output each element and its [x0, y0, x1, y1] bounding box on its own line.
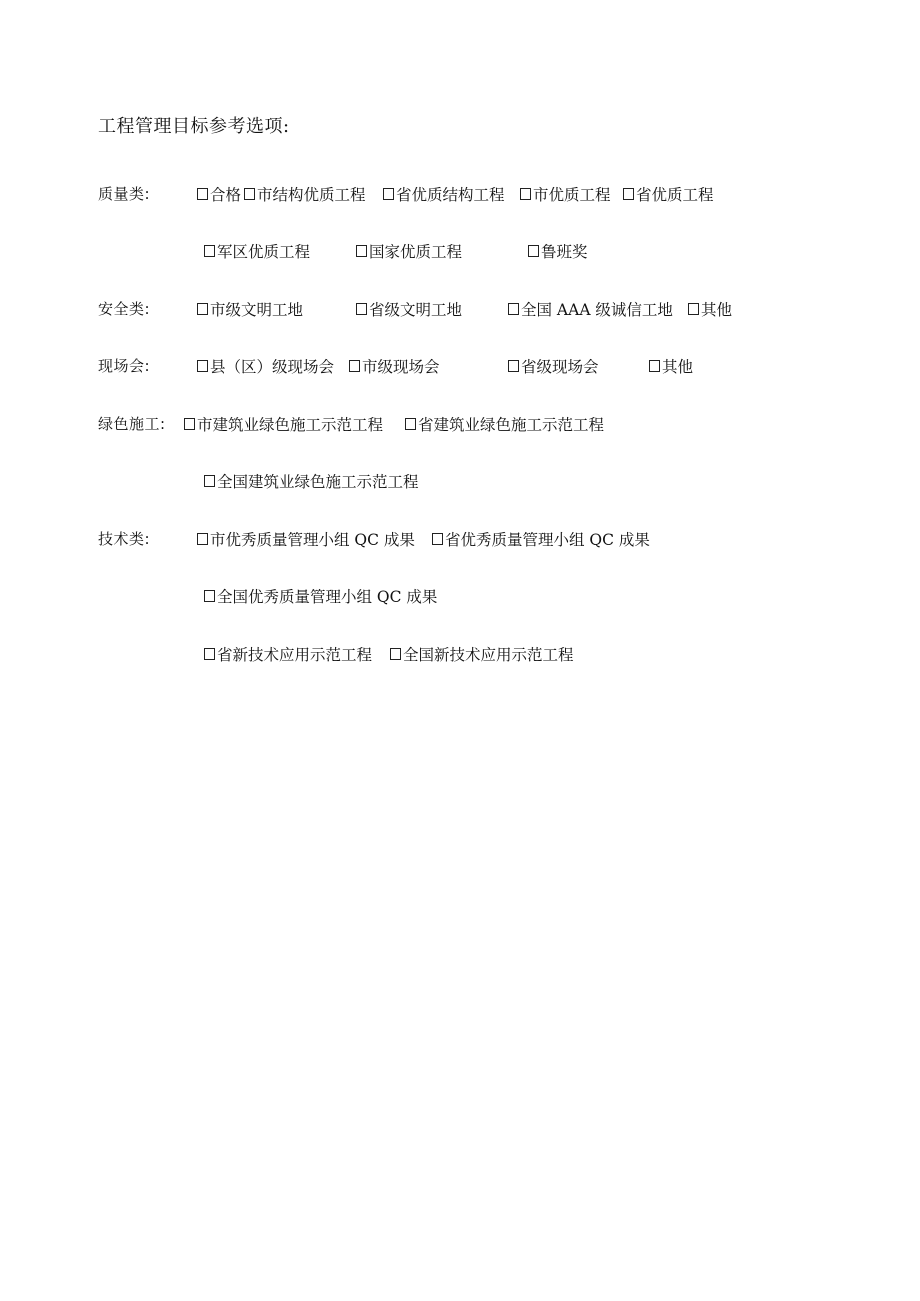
option-tech-province-qc[interactable]: 省优秀质量管理小组 QC 成果	[432, 528, 650, 550]
section-label-green: 绿色施工:	[98, 415, 166, 433]
option-green-city[interactable]: 市建筑业绿色施工示范工程	[184, 413, 383, 435]
option-tech-national-newtech[interactable]: 全国新技术应用示范工程	[390, 643, 574, 665]
checkbox[interactable]	[383, 188, 394, 200]
option-quality-national[interactable]: 国家优质工程	[356, 240, 462, 262]
checkbox[interactable]	[688, 303, 699, 315]
option-safety-province[interactable]: 省级文明工地	[356, 298, 462, 320]
option-site-county[interactable]: 县（区）级现场会	[197, 355, 334, 377]
option-tech-province-newtech[interactable]: 省新技术应用示范工程	[204, 643, 372, 665]
checkbox[interactable]	[623, 188, 634, 200]
option-safety-aaa[interactable]: 全国 AAA 级诚信工地	[508, 298, 673, 320]
checkbox[interactable]	[528, 245, 539, 257]
checkbox[interactable]	[244, 188, 255, 200]
option-quality-luban[interactable]: 鲁班奖	[528, 240, 588, 262]
checkbox[interactable]	[520, 188, 531, 200]
checkbox[interactable]	[204, 245, 215, 257]
option-green-national[interactable]: 全国建筑业绿色施工示范工程	[204, 470, 419, 492]
checkbox[interactable]	[356, 303, 367, 315]
checkbox[interactable]	[649, 360, 660, 372]
section-label-tech: 技术类:	[98, 530, 151, 548]
option-site-province[interactable]: 省级现场会	[508, 355, 599, 377]
section-label-quality: 质量类:	[98, 185, 151, 203]
option-safety-city[interactable]: 市级文明工地	[197, 298, 303, 320]
option-site-other[interactable]: 其他	[649, 355, 693, 377]
checkbox[interactable]	[197, 533, 208, 545]
option-quality-city-structure[interactable]: 市结构优质工程	[244, 183, 366, 205]
checkbox[interactable]	[432, 533, 443, 545]
option-tech-city-qc[interactable]: 市优秀质量管理小组 QC 成果	[197, 528, 415, 550]
option-site-city[interactable]: 市级现场会	[349, 355, 440, 377]
checkbox[interactable]	[197, 188, 208, 200]
option-green-province[interactable]: 省建筑业绿色施工示范工程	[405, 413, 604, 435]
checkbox[interactable]	[204, 475, 215, 487]
option-quality-city-quality[interactable]: 市优质工程	[520, 183, 611, 205]
option-quality-military[interactable]: 军区优质工程	[204, 240, 310, 262]
section-label-safety: 安全类:	[98, 300, 151, 318]
checkbox[interactable]	[349, 360, 360, 372]
checkbox[interactable]	[390, 648, 401, 660]
checkbox[interactable]	[197, 360, 208, 372]
checkbox[interactable]	[508, 360, 519, 372]
checkbox[interactable]	[405, 418, 416, 430]
option-quality-pass[interactable]: 合格	[197, 183, 241, 205]
page-title: 工程管理目标参考选项:	[98, 116, 290, 137]
option-quality-province-quality[interactable]: 省优质工程	[623, 183, 714, 205]
section-label-site: 现场会:	[98, 357, 151, 375]
checkbox[interactable]	[204, 590, 215, 602]
checkbox[interactable]	[356, 245, 367, 257]
checkbox[interactable]	[184, 418, 195, 430]
checkbox[interactable]	[197, 303, 208, 315]
option-tech-national-qc[interactable]: 全国优秀质量管理小组 QC 成果	[204, 585, 437, 607]
checkbox[interactable]	[204, 648, 215, 660]
option-safety-other[interactable]: 其他	[688, 298, 732, 320]
option-quality-province-structure[interactable]: 省优质结构工程	[383, 183, 505, 205]
checkbox[interactable]	[508, 303, 519, 315]
